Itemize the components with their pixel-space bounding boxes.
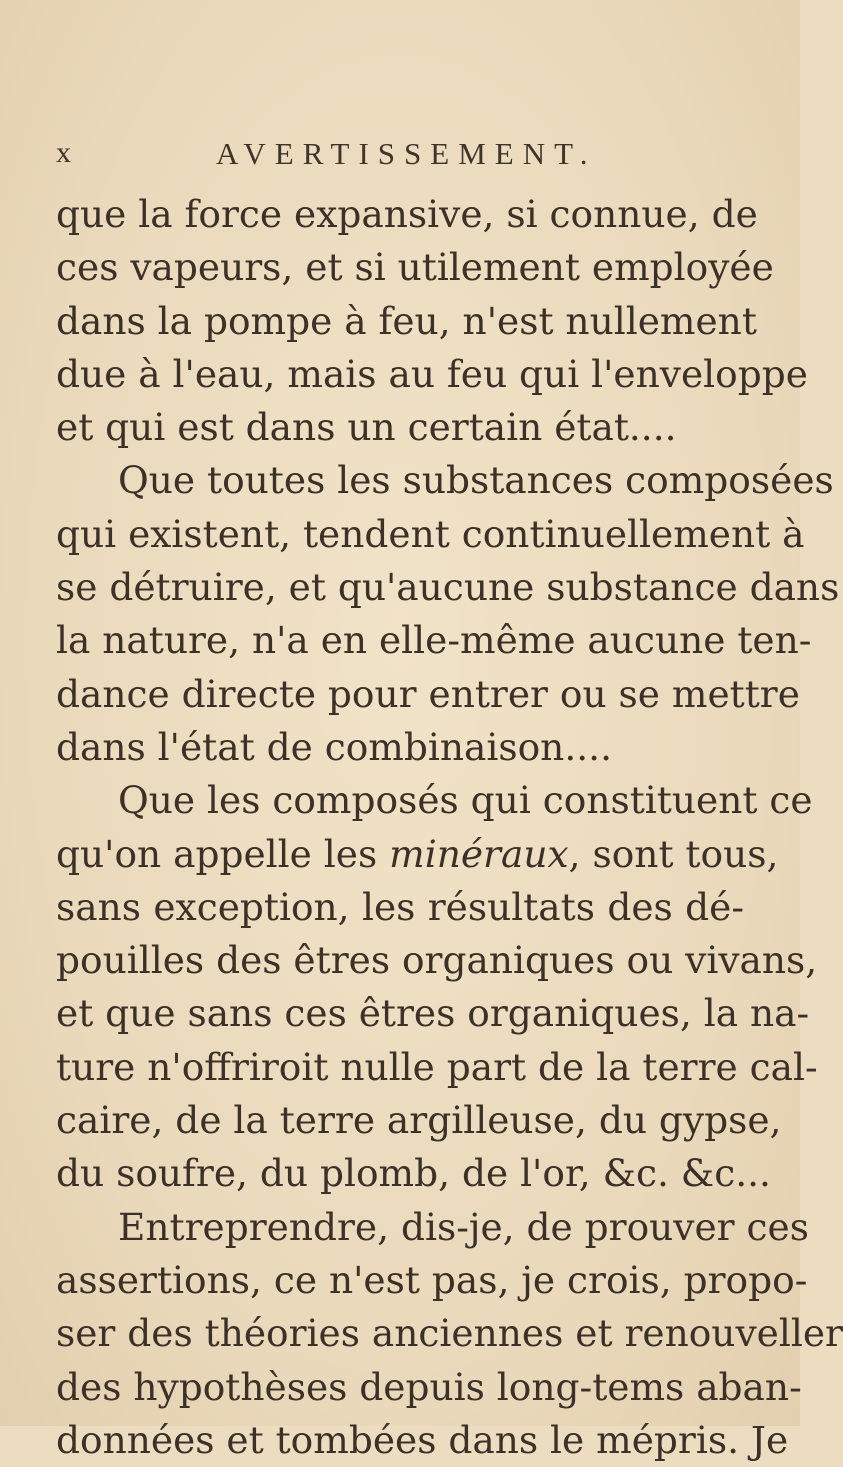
text-line-with-italic [56,828,779,881]
text-line: données et tombées dans le mépris. Je [56,1417,789,1462]
text-line: et qui est dans un certain état.... [56,405,677,450]
text-line: dans l'état de combinaison.... [56,724,612,769]
page-number: x [56,136,71,169]
text-line: caire, de la terre argilleuse, du gypse, [56,1098,782,1143]
text-line: due à l'eau, mais au feu qui l'enveloppe [56,351,808,396]
text-line: des hypothèses depuis long-tems aban- [56,1364,802,1409]
running-head: AVERTISSEMENT. [216,136,597,171]
paragraph-first-line: Que les composés qui constituent ce [118,778,813,823]
text-line: sans exception, les résultats des dé- [56,884,744,929]
body-text [56,188,843,1467]
text-line: ser des théories anciennes et renouveller [56,1311,843,1356]
line-segment: , sont tous, [568,831,779,876]
paragraph-first-line: Que toutes les substances composées [118,458,834,503]
text-line: la nature, n'a en elle-même aucune ten- [56,618,812,663]
text-line: ture n'offriroit nulle part de la terre cal- [56,1044,818,1089]
text-line: pouilles des êtres organiques ou vivans, [56,938,818,983]
text-line: dans la pompe à feu, n'est nullement [56,298,757,343]
text-line: se détruire, et qu'aucune substance dans [56,565,840,610]
italic-term: minéraux [389,831,569,876]
text-line: et que sans ces êtres organiques, la na- [56,991,810,1036]
text-line: ces vapeurs, et si utilement employée [56,245,774,290]
paragraph-first-line: Entreprendre, dis-je, de prouver ces [118,1204,809,1249]
text-line: que la force expansive, si connue, de [56,192,758,236]
text-line: qui existent, tendent continuellement à [56,511,805,556]
page-header [56,130,756,180]
text-line: assertions, ce n'est pas, je crois, propo- [56,1257,808,1302]
text-line: du soufre, du plomb, de l'or, &c. &c... [56,1151,771,1196]
text-line: dance directe pour entrer ou se mettre [56,671,800,716]
line-segment: qu'on appelle les [56,831,378,876]
